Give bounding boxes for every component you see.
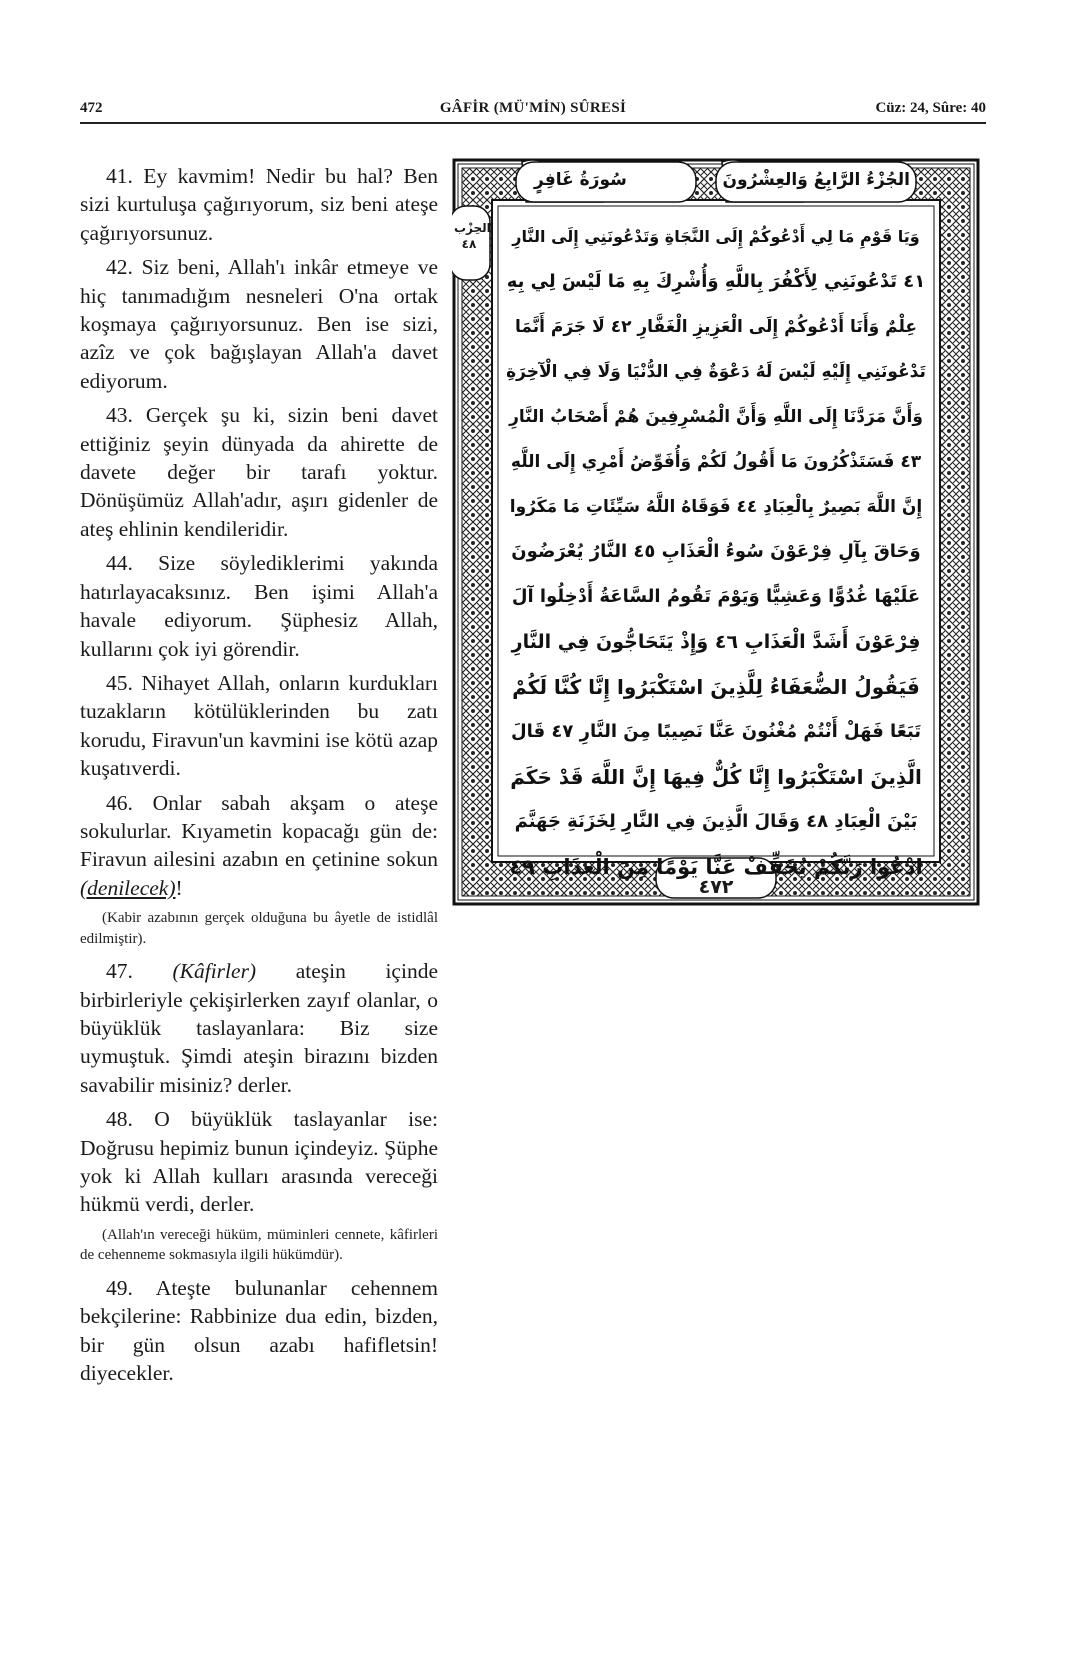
arabic-line: ٤١ تَدْعُونَنِي لِأَكْفُرَ بِاللَّهِ وَأُشْرِكَ بِهِ مَا لَيْسَ لِي بِهِ [506,271,926,292]
arabic-line: عَلَيْهَا غُدُوًّا وَعَشِيًّا وَيَوْمَ تَقُومُ السَّاعَةُ أَدْخِلُوا آلَ [511,586,921,607]
juz-reference: Cüz: 24, Sûre: 40 [875,100,986,116]
verse-48 [80,1105,438,1219]
verse-number: 47. [106,959,133,984]
verse-text: Onlar sabah akşam o ateşe sokulurlar. Kıyametin kopacağı gün de: Firavun ailesini azabın en çetinine sokun [80,790,438,872]
arabic-line: الَّذِينَ اسْتَكْبَرُوا إِنَّا كُلٌّ فِيهَا إِنَّ اللَّهَ قَدْ حَكَمَ [510,764,922,789]
verse-number: 44. [106,551,133,576]
verse-text: Ateşte bulunanlar cehennem bekçilerine: Rabbinize dua edin, bizden, bir gün olsun azabı hafifletsin! diyecekler. [80,1275,438,1386]
verse-number: 41. [106,164,133,188]
verse-47 [80,957,438,1099]
arabic-line: إِنَّ اللَّهَ بَصِيرٌ بِالْعِبَادِ ٤٤ فَوَقَاهُ اللَّهُ سَيِّئَاتِ مَا مَكَرُوا [509,496,923,517]
page-number: 472 [80,100,103,116]
page-header [80,92,986,124]
arabic-text-block [506,214,926,879]
arabic-line: ٤٣ فَسَتَذْكُرُونَ مَا أَقُولُ لَكُمْ وَأُفَوِّضُ أَمْرِي إِلَى اللَّهِ [510,451,922,472]
arabic-line: وَحَاقَ بِآلِ فِرْعَوْنَ سُوءُ الْعَذَابِ ٤٥ النَّارُ يُعْرَضُونَ [511,541,921,562]
note-text: (Allah'ın vereceği hüküm, müminleri cennete, kâfirleri de cehenneme sokmasıyla ilgili hükümdür). [80,1226,438,1264]
verse-text: Ey kavmim! Nedir bu hal? Ben sizi kurtuluşa çağırıyorum, siz beni ateşe çağırıyorsunuz. [80,164,438,245]
arabic-line: تَبَعًا فَهَلْ أَنْتُمْ مُغْنُونَ عَنَّا نَصِيبًا مِنَ النَّارِ ٤٧ قَالَ [510,721,922,742]
verse-number: 48. [106,1107,133,1132]
verse-number: 42. [106,255,133,280]
verse-46 [80,789,438,903]
verse-number: 45. [106,670,133,695]
arabic-line: فَيَقُولُ الضُّعَفَاءُ لِلَّذِينَ اسْتَكْبَرُوا إِنَّا كُنَّا لَكُمْ [512,674,920,699]
translation-column [80,162,438,1393]
note-text: (Kabir azabının gerçek olduğuna bu âyetle de istidlâl edilmiştir). [80,910,438,947]
mushaf-page [452,158,980,906]
arabic-line: ادْعُوا رَبَّكُمْ يُخَفِّفْ عَنَّا يَوْمًا مِنَ الْعَذَابِ ٤٩ [509,854,923,879]
verse-text: O büyüklük taslayanlar ise: Doğrusu hepimiz bunun içindeyiz. Şüphe yok ki Allah kulları arasında vereceği hükmü verdi, derler. [80,1107,439,1217]
verse-text: ateşin içinde birbirleriyle çekişirlerken zayıf olanlar, o büyüklük taslayanlara: Biz size uymuştuk. Şimdi ateşin birazını bizden savabilir misiniz? derler. [80,959,438,1097]
note-48 [80,1225,438,1266]
verse-44 [80,549,438,663]
verse-text: Siz beni, Allah'ı inkâr etmeye ve hiç tanımadığım nesneleri O'na ortak koşmaya çağırıyorsunuz. Ben ise sizi, azîz ve çok bağışlayan Allah'a davet ediyorum. [80,255,438,393]
verse-italic: (denilecek) [80,875,176,900]
arabic-line: وَيَا قَوْمِ مَا لِي أَدْعُوكُمْ إِلَى النَّجَاةِ وَتَدْعُونَنِي إِلَى النَّارِ [512,227,920,246]
arabic-line: تَدْعُونَنِي إِلَيْهِ لَيْسَ لَهُ دَعْوَةٌ فِي الدُّنْيَا وَلَا فِي الْآخِرَةِ [506,361,926,382]
verse-45 [80,669,438,783]
verse-number: 46. [106,790,133,815]
verse-43 [80,401,438,543]
verse-number: 49. [106,1275,133,1300]
verse-end: ! [175,875,183,900]
arabic-juz-label: الجُزْءُ الرَّابِعُ وَالعِشْرُونَ [722,170,910,190]
verse-italic: (Kâfirler) [172,959,257,984]
arabic-line: بَيْنَ الْعِبَادِ ٤٨ وَقَالَ الَّذِينَ فِي النَّارِ لِخَزَنَةِ جَهَنَّمَ [514,811,918,832]
arabic-line: وَأَنَّ مَرَدَّنَا إِلَى اللَّهِ وَأَنَّ الْمُسْرِفِينَ هُمْ أَصْحَابُ النَّارِ [509,406,923,427]
verse-42 [80,253,438,395]
arabic-page-number: ٤٧٢ [698,876,734,898]
verse-49 [80,1274,438,1388]
hizb-marker: الحِزْب ٤٨ [454,221,491,251]
verse-number: 43. [106,403,133,428]
surah-title: GÂFİR (MÜ'MİN) SÛRESİ [439,100,627,116]
verse-41 [80,162,438,247]
verse-text: Nihayet Allah, onların kurdukları tuzakların kötülüklerinden bu zatı korudu, Firavun'un kavmini ise kötü azap kuşatıverdi. [80,670,438,781]
verse-text: Size söylediklerimi yakında hatırlayacaksınız. Ben işimi Allah'a havale ediyorum. Şüphesiz Allah, kullarını çok iyi görendir. [80,551,438,661]
note-46 [80,908,438,949]
arabic-line: عِلْمٌ وَأَنَا أَدْعُوكُمْ إِلَى الْعَزِيزِ الْغَفَّارِ ٤٢ لَا جَرَمَ أَنَّمَا [514,316,918,337]
verse-text: Gerçek şu ki, sizin beni davet ettiğiniz şeyin dünyada da ahirette de davete değer bir tarafı yoktur. Dönüşümüz Allah'adır, aşırı gidenler de ateş ehlinin kendileridir. [80,403,439,541]
arabic-surah-label: سُورَةُ غَافِرٍ [534,170,627,190]
arabic-line: فِرْعَوْنَ أَشَدَّ الْعَذَابِ ٤٦ وَإِذْ يَتَحَاجُّونَ فِي النَّارِ [511,630,921,653]
